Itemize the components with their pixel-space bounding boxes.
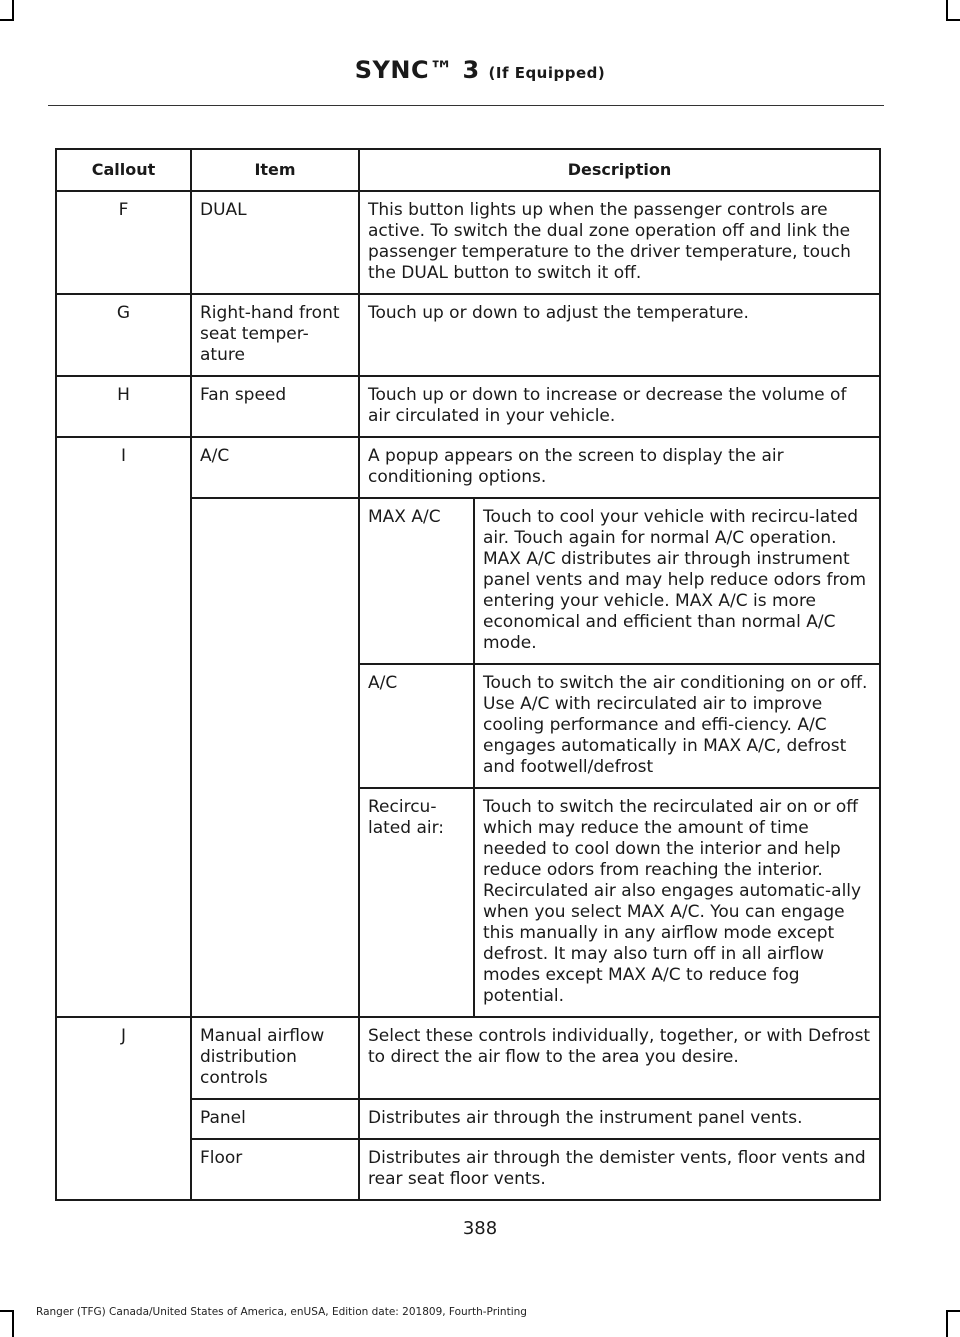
table-row	[56, 437, 880, 498]
sub-item-cell: A/C	[359, 664, 474, 788]
callout-cell: G	[56, 294, 191, 376]
item-cell: Floor	[191, 1139, 359, 1200]
table-row	[56, 1017, 880, 1099]
sub-description-cell: Touch to switch the recirculated air on or off which may reduce the amount of time needed to cool down the interior and help reduce odors from reaching the interior. Recirculated air also engages automatic-ally when you select MAX A/C. You can engage this manually in any airflow mode except defrost. It may also turn off in all airflow modes except MAX A/C to reduce fog potential.	[474, 788, 880, 1017]
empty-item-cell	[191, 498, 359, 1017]
page-title-main: SYNC™ 3	[354, 56, 480, 84]
item-cell: Right-hand front seat temper-ature	[191, 294, 359, 376]
callout-cell: H	[56, 376, 191, 437]
sub-item-cell: MAX A/C	[359, 498, 474, 664]
table-header-row	[56, 149, 880, 191]
item-cell: A/C	[191, 437, 359, 498]
crop-mark	[0, 1310, 14, 1312]
table-row	[56, 294, 880, 376]
crop-mark	[12, 0, 14, 20]
item-cell: Fan speed	[191, 376, 359, 437]
description-cell: Select these controls individually, together, or with Defrost to direct the air flow to the area you desire.	[359, 1017, 880, 1099]
callout-cell: I	[56, 437, 191, 1017]
edition-footer: Ranger (TFG) Canada/United States of America, enUSA, Edition date: 201809, Fourth-Printing	[36, 1306, 527, 1318]
header-item: Item	[191, 149, 359, 191]
crop-mark	[946, 19, 960, 21]
item-cell: Panel	[191, 1099, 359, 1139]
item-cell: DUAL	[191, 191, 359, 294]
page-title-subtitle: (If Equipped)	[488, 64, 606, 82]
description-cell: This button lights up when the passenger controls are active. To switch the dual zone operation off and link the passenger temperature to the driver temperature, touch the DUAL button to switch it off.	[359, 191, 880, 294]
table-row	[56, 191, 880, 294]
item-cell: Manual airflow distribution controls	[191, 1017, 359, 1099]
header-description: Description	[359, 149, 880, 191]
crop-mark	[0, 19, 14, 21]
crop-mark	[946, 1310, 948, 1337]
description-cell: Touch up or down to adjust the temperature.	[359, 294, 880, 376]
callout-cell: F	[56, 191, 191, 294]
page-number: 388	[462, 1218, 498, 1239]
description-cell: Touch up or down to increase or decrease the volume of air circulated in your vehicle.	[359, 376, 880, 437]
sub-item-cell: Recircu-lated air:	[359, 788, 474, 1017]
crop-mark	[946, 1310, 960, 1312]
header-callout: Callout	[56, 149, 191, 191]
spec-table	[55, 148, 881, 1201]
description-cell: A popup appears on the screen to display the air conditioning options.	[359, 437, 880, 498]
sub-description-cell: Touch to cool your vehicle with recircu-lated air. Touch again for normal A/C operation. MAX A/C distributes air through instrument panel vents and may help reduce odors from entering your vehicle. MAX A/C is more economical and efficient than normal A/C mode.	[474, 498, 880, 664]
description-cell: Distributes air through the demister vents, floor vents and rear seat floor vents.	[359, 1139, 880, 1200]
crop-mark	[946, 0, 948, 20]
sub-description-cell: Touch to switch the air conditioning on or off. Use A/C with recirculated air to improve cooling performance and effi-ciency. A/C engages automatically in MAX A/C, defrost and footwell/defrost	[474, 664, 880, 788]
crop-mark	[12, 1310, 14, 1337]
page-title	[0, 56, 960, 84]
callout-cell: J	[56, 1017, 191, 1200]
description-cell: Distributes air through the instrument panel vents.	[359, 1099, 880, 1139]
table-row	[56, 376, 880, 437]
header-divider	[48, 105, 884, 106]
